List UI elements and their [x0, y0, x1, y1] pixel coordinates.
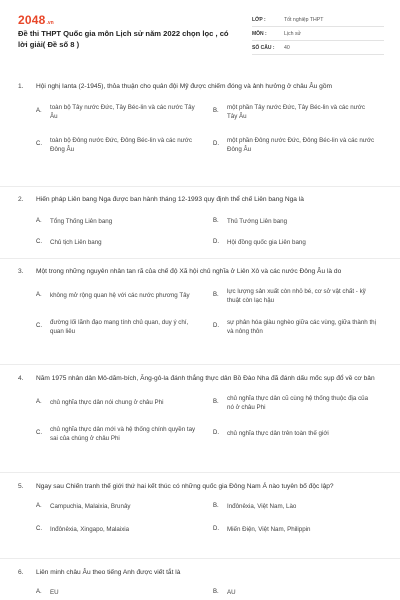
- question-number: 5.: [18, 483, 24, 490]
- meta-label: SỐ CÂU :: [252, 44, 275, 51]
- question-text: Một trong những nguyên nhân tan rã của chế độ Xã hội chủ nghĩa ở Liên Xô và các nước Đông Âu là do: [36, 268, 342, 275]
- option-text: Inđônêxia, Xingapo, Malaixia: [50, 526, 130, 533]
- option-text: Chủ tịch Liên bang: [50, 239, 102, 246]
- option-text: Inđônêxia, Việt Nam, Lào: [227, 502, 297, 510]
- option-text: một phần Tây nước Đức, Tây Béc-lin và các nước Tây Âu: [227, 103, 365, 120]
- option-letter: B.: [213, 502, 219, 509]
- option-text: lực lượng sản xuất còn nhỏ bé, cơ sở vật chất - kỹ thuật còn lạc hậu: [227, 287, 366, 304]
- site-logo[interactable]: [18, 13, 54, 27]
- option-letter: B.: [213, 108, 219, 115]
- option-letter: B.: [213, 292, 219, 299]
- option-text: Campuchia, Malaixia, Brunây: [50, 502, 131, 510]
- option-text: đường lối lãnh đạo mang tính chủ quan, duy ý chí, quan liêu: [50, 318, 189, 335]
- answer-option-b[interactable]: [213, 502, 382, 512]
- option-text: Hội đồng quốc gia Liên bang: [227, 239, 306, 246]
- option-letter: A.: [36, 399, 42, 406]
- answer-option-b[interactable]: [213, 103, 382, 122]
- question-text: Hội nghị Ianta (2-1945), thỏa thuận cho quân đội Mỹ được chiếm đóng và ảnh hưởng ở châu Âu gồm: [36, 83, 332, 90]
- answer-option-a[interactable]: [36, 287, 205, 306]
- answer-option-b[interactable]: [213, 588, 382, 598]
- option-text: Tổng Thống Liên bang: [50, 217, 113, 225]
- answer-option-a[interactable]: [36, 217, 205, 227]
- option-grid: [36, 588, 382, 598]
- question-item: [0, 364, 400, 472]
- exam-title: Đề thi THPT Quốc gia môn Lịch sử năm 2022 chọn lọc , có lời giải( Đề số 8 ): [18, 29, 229, 49]
- option-grid: [36, 502, 382, 535]
- option-text: AU: [227, 588, 236, 596]
- option-grid: [36, 103, 382, 155]
- option-text: Miến Điện, Việt Nam, Philippin: [227, 526, 311, 533]
- answer-option-b[interactable]: [213, 217, 382, 227]
- option-letter: B.: [213, 399, 219, 406]
- question-number: 6.: [18, 569, 24, 576]
- answer-option-c[interactable]: [36, 425, 205, 444]
- meta-value: 40: [284, 44, 290, 51]
- question-text: Ngay sau Chiến tranh thế giới thứ hai kết thúc có những quốc gia Đông Nam Á nào tuyên bố độc lập?: [36, 483, 334, 490]
- question-stem: [18, 482, 382, 493]
- option-letter: B.: [213, 217, 219, 224]
- question-list: [0, 76, 400, 600]
- question-item: [0, 472, 400, 558]
- option-letter: D.: [213, 323, 219, 330]
- answer-option-d[interactable]: [213, 425, 382, 444]
- question-item: [0, 558, 400, 600]
- answer-option-d[interactable]: [213, 238, 382, 248]
- option-letter: D.: [213, 141, 219, 148]
- logo-sub-text: .vn: [46, 20, 54, 26]
- question-item: [0, 258, 400, 364]
- question-text: Liên minh châu Âu theo tiếng Anh được viết tắt là: [36, 569, 181, 576]
- answer-option-a[interactable]: [36, 103, 205, 122]
- option-letter: C.: [36, 323, 42, 330]
- meta-label: MÔN :: [252, 30, 267, 37]
- answer-option-c[interactable]: [36, 136, 205, 155]
- option-text: EU: [50, 588, 59, 596]
- option-text: toàn bộ Đông nước Đức, Đông Béc-lin và các nước Đông Âu: [50, 136, 192, 153]
- question-text: Năm 1975 nhân dân Mô-dăm-bích, Ăng-gô-la đánh thắng thực dân Bồ Đào Nha đã đánh dấu mốc sụp đổ về cơ bản: [36, 375, 375, 382]
- option-letter: D.: [213, 239, 219, 245]
- answer-option-d[interactable]: [213, 318, 382, 337]
- option-letter: C.: [36, 239, 42, 245]
- option-text: chủ nghĩa thực dân mới và hệ thống chính quyền tay sai của chúng ở châu Phi: [50, 425, 196, 442]
- answer-option-b[interactable]: [213, 287, 382, 306]
- document-header: [0, 0, 400, 68]
- option-letter: A.: [36, 588, 42, 595]
- answer-option-a[interactable]: [36, 588, 205, 598]
- answer-option-c[interactable]: [36, 318, 205, 337]
- question-number: 4.: [18, 375, 24, 382]
- question-number: 1.: [18, 83, 24, 90]
- option-letter: B.: [213, 588, 219, 595]
- question-stem: [18, 568, 382, 579]
- question-item: [0, 186, 400, 258]
- answer-option-d[interactable]: [213, 525, 382, 535]
- option-text: Thủ Tướng Liên bang: [227, 217, 288, 225]
- answer-option-c[interactable]: [36, 525, 205, 535]
- question-number: 2.: [18, 196, 24, 203]
- option-text: không mở rộng quan hệ với các nước phương Tây: [50, 292, 190, 300]
- answer-option-c[interactable]: [36, 238, 205, 248]
- answer-option-a[interactable]: [36, 502, 205, 512]
- option-letter: D.: [213, 526, 219, 532]
- question-stem: [18, 267, 382, 278]
- option-text: chủ nghĩa thực dân nói chung ở châu Phi: [50, 399, 164, 407]
- option-text: chủ nghĩa thực dân trên toàn thế giới: [227, 430, 329, 438]
- meta-row-count: [252, 41, 384, 55]
- question-stem: [18, 195, 382, 206]
- option-text: toàn bộ Tây nước Đức, Tây Béc-lin và các nước Tây Âu: [50, 103, 195, 120]
- option-letter: C.: [36, 430, 42, 437]
- question-number: 3.: [18, 268, 24, 275]
- option-letter: C.: [36, 526, 42, 532]
- exam-meta: [252, 13, 384, 55]
- option-text: sự phân hóa giàu nghèo giữa các vùng, giữa thành thị và nông thôn: [227, 318, 377, 335]
- option-letter: C.: [36, 141, 42, 148]
- option-letter: D.: [213, 430, 219, 437]
- answer-option-a[interactable]: [36, 394, 205, 413]
- logo-main-text: 2048: [18, 13, 46, 27]
- option-grid: [36, 394, 382, 444]
- question-stem: [18, 374, 382, 385]
- meta-row-class: [252, 13, 384, 27]
- answer-option-b[interactable]: [213, 394, 382, 413]
- option-letter: A.: [36, 502, 42, 509]
- option-grid: [36, 217, 382, 248]
- option-grid: [36, 287, 382, 337]
- option-letter: A.: [36, 217, 42, 224]
- option-text: một phần Đông nước Đức, Đông Béc-lin và các nước Đông Âu: [227, 136, 375, 153]
- option-letter: A.: [36, 108, 42, 115]
- meta-row-subject: [252, 27, 384, 41]
- option-letter: A.: [36, 292, 42, 299]
- question-text: Hiến pháp Liên bang Nga được ban hành tháng 12-1993 quy định thể chế Liên bang Nga là: [36, 196, 304, 203]
- meta-label: LỚP :: [252, 16, 266, 23]
- option-text: chủ nghĩa thực dân cũ cùng hệ thống thuộc địa của nó ở châu Phi: [227, 394, 369, 411]
- meta-value: Lịch sử: [284, 30, 302, 37]
- question-item: [0, 76, 400, 186]
- question-stem: [18, 82, 382, 93]
- meta-value: Tốt nghiệp THPT: [284, 16, 324, 23]
- answer-option-d[interactable]: [213, 136, 382, 155]
